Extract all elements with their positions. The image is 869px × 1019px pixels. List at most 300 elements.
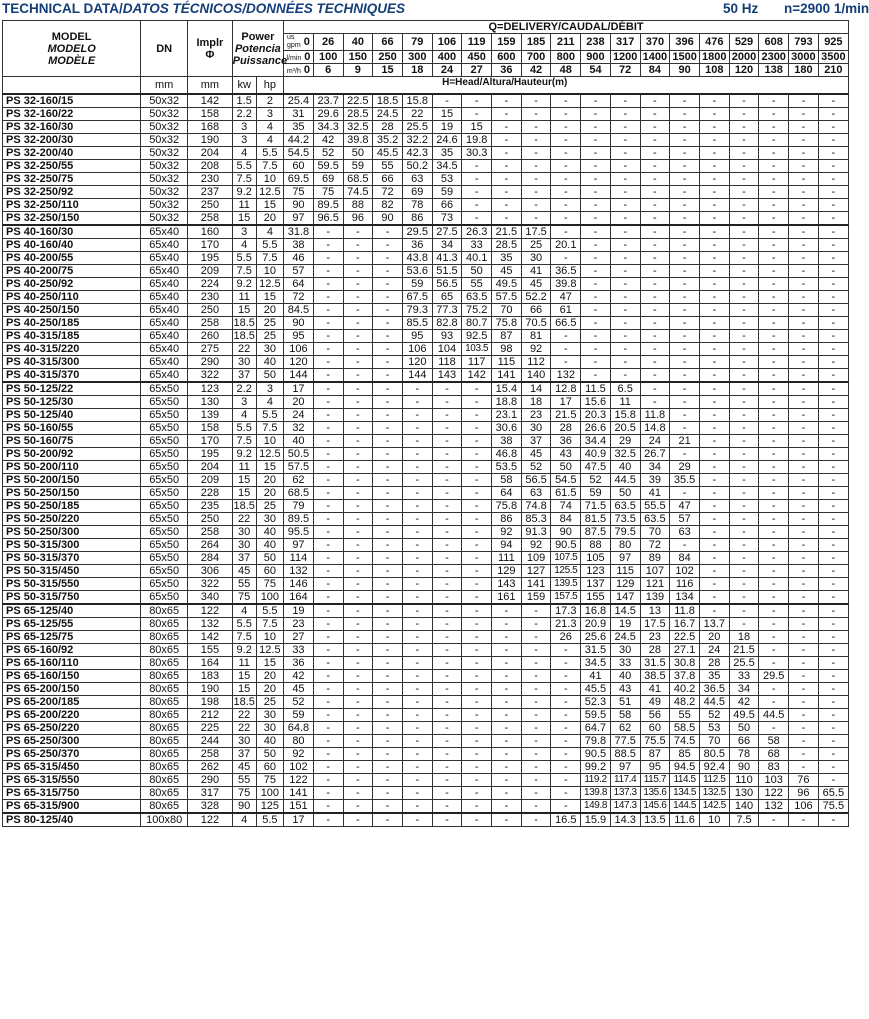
head-cell: 143	[492, 578, 522, 591]
head-cell: 140	[521, 369, 551, 383]
kw-cell: 37	[232, 748, 256, 761]
head-cell: -	[610, 94, 640, 108]
head-cell: -	[492, 644, 522, 657]
head-cell: -	[492, 604, 522, 618]
head-cell: -	[699, 604, 729, 618]
head-cell: 21.3	[551, 618, 581, 631]
head-cell: -	[462, 487, 492, 500]
head-cell: -	[521, 147, 551, 160]
head-cell: 11	[610, 396, 640, 409]
lmin-unit: l/min	[286, 55, 302, 62]
head-cell: -	[462, 539, 492, 552]
head-cell: 16.5	[551, 813, 581, 827]
head-cell: 142.5	[699, 800, 729, 814]
head-cell: 34	[729, 683, 759, 696]
head-cell: 14.8	[640, 422, 670, 435]
lmin-value-8: 700	[521, 51, 551, 64]
head-cell: -	[551, 670, 581, 683]
head-cell: 17	[284, 813, 314, 827]
table-row	[3, 631, 849, 644]
head-cell: -	[699, 186, 729, 199]
head-cell: 66	[432, 199, 462, 212]
head-cell: 18.5	[373, 94, 403, 108]
head-cell: -	[818, 239, 848, 252]
head-cell: 73	[432, 212, 462, 226]
head-cell: -	[729, 526, 759, 539]
table-row	[3, 317, 849, 330]
head-cell: -	[551, 108, 581, 121]
head-cell: 38	[284, 239, 314, 252]
head-cell: -	[818, 670, 848, 683]
head-cell: 39.8	[343, 134, 373, 147]
head-cell: 45	[284, 683, 314, 696]
dn-cell: 80x65	[141, 618, 188, 631]
impeller-cell: 322	[188, 578, 233, 591]
head-cell: -	[640, 173, 670, 186]
head-cell: 127	[521, 565, 551, 578]
head-cell: -	[670, 317, 700, 330]
head-cell: 29.5	[759, 670, 789, 683]
head-cell: 15.8	[610, 409, 640, 422]
head-cell: -	[492, 160, 522, 173]
head-cell: 42	[729, 696, 759, 709]
hp-cell: 10	[256, 435, 283, 448]
head-cell: 75	[284, 186, 314, 199]
head-cell: -	[789, 487, 819, 500]
m3h-unit: m³/h	[286, 68, 301, 75]
usgpm-value-0: 0	[303, 35, 310, 48]
kw-cell: 55	[232, 578, 256, 591]
head-cell: -	[343, 774, 373, 787]
head-cell: 30	[610, 644, 640, 657]
head-cell: 39	[640, 474, 670, 487]
power-header	[232, 21, 288, 77]
head-cell: -	[373, 369, 403, 383]
usgpm-unit	[287, 34, 301, 50]
head-cell: -	[610, 199, 640, 212]
kw-cell: 22	[232, 722, 256, 735]
head-cell: -	[521, 134, 551, 147]
speed-label: n=2900 1/min	[784, 1, 869, 16]
model-cell: PS 50-315/370	[3, 552, 141, 565]
head-cell: 86	[402, 212, 432, 226]
head-cell: 129	[492, 565, 522, 578]
model-header	[3, 21, 141, 77]
head-cell: -	[521, 618, 551, 631]
dn-cell: 65x50	[141, 461, 188, 474]
m3h-value-4: 18	[402, 64, 432, 77]
head-cell: -	[789, 108, 819, 121]
hp-cell: 20	[256, 487, 283, 500]
head-cell: -	[789, 134, 819, 147]
hp-cell: 4	[256, 134, 283, 147]
head-cell: 111	[492, 552, 522, 565]
head-cell: -	[313, 800, 343, 814]
head-cell: -	[699, 330, 729, 343]
impeller-cell: 258	[188, 748, 233, 761]
head-cell: -	[729, 173, 759, 186]
head-cell: 45	[492, 265, 522, 278]
head-cell: 33	[462, 239, 492, 252]
power-header-en: Power	[241, 30, 275, 43]
dn-cell: 50x32	[141, 108, 188, 121]
head-cell: 125.5	[551, 565, 581, 578]
head-cell: 120	[402, 356, 432, 369]
lmin-value-10: 900	[581, 51, 611, 64]
dn-cell: 65x40	[141, 356, 188, 369]
hp-cell: 50	[256, 552, 283, 565]
head-cell: -	[313, 474, 343, 487]
head-cell: 36.5	[551, 265, 581, 278]
kw-cell: 4	[232, 409, 256, 422]
kw-cell: 22	[232, 513, 256, 526]
head-cell: -	[818, 317, 848, 330]
head-cell: -	[818, 252, 848, 265]
head-cell: -	[640, 317, 670, 330]
head-cell: -	[610, 317, 640, 330]
head-cell: -	[670, 422, 700, 435]
head-cell: -	[521, 800, 551, 814]
impeller-cell: 328	[188, 800, 233, 814]
head-cell: -	[759, 604, 789, 618]
head-cell: 83	[759, 761, 789, 774]
hp-cell: 60	[256, 761, 283, 774]
head-cell: 34.5	[432, 160, 462, 173]
usgpm-value-6: 119	[462, 34, 492, 51]
head-cell: -	[462, 474, 492, 487]
head-cell: -	[343, 304, 373, 317]
head-cell: -	[759, 539, 789, 552]
head-cell: -	[818, 644, 848, 657]
head-cell: -	[432, 657, 462, 670]
head-cell: -	[313, 304, 343, 317]
table-row	[3, 121, 849, 134]
head-cell: -	[729, 252, 759, 265]
head-cell: -	[462, 500, 492, 513]
head-cell: 28	[640, 644, 670, 657]
head-cell: -	[610, 304, 640, 317]
head-cell: -	[432, 748, 462, 761]
head-cell: -	[670, 134, 700, 147]
hp-cell: 5.5	[256, 604, 283, 618]
head-cell: 92	[521, 343, 551, 356]
head-cell: -	[432, 604, 462, 618]
head-cell: -	[789, 121, 819, 134]
kw-cell: 3	[232, 134, 256, 147]
head-cell: -	[818, 396, 848, 409]
head-cell: -	[759, 134, 789, 147]
head-cell: -	[818, 343, 848, 356]
head-cell: -	[818, 369, 848, 383]
head-cell: -	[402, 774, 432, 787]
head-cell: -	[343, 748, 373, 761]
head-cell: -	[789, 709, 819, 722]
head-cell: 29.6	[313, 108, 343, 121]
head-cell: 79	[284, 500, 314, 513]
head-cell: -	[402, 448, 432, 461]
head-cell: 16.8	[581, 604, 611, 618]
head-cell: 32.5	[610, 448, 640, 461]
head-cell: 143	[432, 369, 462, 383]
head-cell: -	[373, 265, 403, 278]
kw-cell: 15	[232, 487, 256, 500]
m3h-value-7: 36	[492, 64, 522, 77]
head-cell: -	[789, 657, 819, 670]
head-cell: -	[551, 94, 581, 108]
kw-cell: 45	[232, 565, 256, 578]
head-cell: -	[492, 108, 522, 121]
head-cell: 36	[551, 435, 581, 448]
head-cell: -	[551, 774, 581, 787]
head-cell: 50	[462, 265, 492, 278]
head-cell: -	[402, 657, 432, 670]
impeller-cell: 123	[188, 382, 233, 396]
head-cell: -	[789, 735, 819, 748]
hp-cell: 3	[256, 108, 283, 121]
head-cell: 20.3	[581, 409, 611, 422]
head-cell: 82.8	[432, 317, 462, 330]
head-cell: -	[313, 448, 343, 461]
head-cell: 63	[402, 173, 432, 186]
head-cell: 54.5	[551, 474, 581, 487]
head-cell: -	[521, 160, 551, 173]
head-cell: -	[462, 565, 492, 578]
head-cell: -	[610, 134, 640, 147]
head-cell: -	[373, 278, 403, 291]
head-cell: -	[492, 173, 522, 186]
head-cell: -	[610, 225, 640, 239]
head-cell: 112.5	[699, 774, 729, 787]
head-cell: -	[789, 94, 819, 108]
head-cell: -	[343, 409, 373, 422]
impeller-cell: 190	[188, 134, 233, 147]
head-cell: 52	[581, 474, 611, 487]
head-cell: -	[313, 683, 343, 696]
dn-cell: 80x65	[141, 657, 188, 670]
lmin-value-7: 600	[492, 51, 522, 64]
table-row	[3, 761, 849, 774]
head-cell: -	[373, 239, 403, 252]
head-cell: 12.8	[551, 382, 581, 396]
table-row	[3, 108, 849, 121]
head-cell: -	[551, 330, 581, 343]
usgpm-unit-gpm: gpm	[287, 42, 301, 49]
usgpm-value-7: 159	[492, 34, 522, 51]
head-cell: 28.5	[343, 108, 373, 121]
head-cell: 24	[699, 644, 729, 657]
head-cell: 63.5	[462, 291, 492, 304]
head-cell: 25.5	[402, 121, 432, 134]
table-row	[3, 409, 849, 422]
head-cell: 57.5	[284, 461, 314, 474]
head-cell: -	[551, 761, 581, 774]
head-cell: -	[789, 265, 819, 278]
head-cell: 46	[284, 252, 314, 265]
lmin-value-17: 3000	[789, 51, 819, 64]
impeller-cell: 142	[188, 94, 233, 108]
head-cell: 54.5	[284, 147, 314, 160]
head-cell: 97	[284, 212, 314, 226]
head-cell: 23	[284, 618, 314, 631]
head-cell: -	[343, 474, 373, 487]
kw-cell: 2.2	[232, 108, 256, 121]
head-cell: 42	[313, 134, 343, 147]
head-cell: -	[610, 108, 640, 121]
title-bar	[0, 0, 869, 18]
head-cell: -	[670, 160, 700, 173]
head-cell: -	[640, 186, 670, 199]
head-cell: 59	[581, 487, 611, 500]
impeller-cell: 204	[188, 461, 233, 474]
head-cell: -	[343, 631, 373, 644]
head-cell: -	[521, 696, 551, 709]
head-cell: 77.5	[610, 735, 640, 748]
head-cell: -	[462, 735, 492, 748]
head-cell: 89	[640, 552, 670, 565]
head-cell: 147.3	[610, 800, 640, 814]
head-cell: -	[313, 382, 343, 396]
head-cell: -	[402, 748, 432, 761]
impeller-header-symbol: Φ	[205, 48, 215, 61]
table-row	[3, 800, 849, 814]
head-cell: -	[343, 225, 373, 239]
head-cell: -	[432, 513, 462, 526]
kw-cell: 11	[232, 199, 256, 212]
hp-cell: 25	[256, 330, 283, 343]
head-cell: 145.6	[640, 800, 670, 814]
lmin-value-11: 1200	[610, 51, 640, 64]
head-cell: 75	[313, 186, 343, 199]
impeller-cell: 264	[188, 539, 233, 552]
head-cell: -	[610, 121, 640, 134]
head-cell: -	[729, 317, 759, 330]
hp-cell: 20	[256, 670, 283, 683]
head-cell: 103	[759, 774, 789, 787]
head-cell: 87.5	[581, 526, 611, 539]
head-cell: -	[432, 591, 462, 605]
lmin-value-6: 450	[462, 51, 492, 64]
dn-cell: 65x50	[141, 409, 188, 422]
head-cell: 40.2	[670, 683, 700, 696]
head-cell: -	[670, 239, 700, 252]
head-cell: -	[670, 539, 700, 552]
head-cell: 90	[284, 199, 314, 212]
model-cell: PS 32-250/55	[3, 160, 141, 173]
head-cell: -	[373, 252, 403, 265]
head-cell: 19	[610, 618, 640, 631]
head-cell: 58	[492, 474, 522, 487]
head-cell: -	[492, 657, 522, 670]
table-row	[3, 539, 849, 552]
head-cell: 115	[610, 565, 640, 578]
lmin-value-14: 1800	[699, 51, 729, 64]
head-cell: -	[462, 552, 492, 565]
table-row	[3, 343, 849, 356]
model-cell: PS 32-250/110	[3, 199, 141, 212]
head-cell: -	[551, 657, 581, 670]
head-cell: 75.2	[462, 304, 492, 317]
head-cell: -	[581, 225, 611, 239]
dn-cell: 80x65	[141, 748, 188, 761]
impeller-cell: 209	[188, 265, 233, 278]
head-cell: -	[789, 396, 819, 409]
dn-cell: 80x65	[141, 644, 188, 657]
head-cell: -	[551, 212, 581, 226]
head-cell: 23.7	[313, 94, 343, 108]
lmin-cell	[284, 51, 314, 64]
head-cell: -	[521, 657, 551, 670]
head-cell: 92.4	[699, 761, 729, 774]
head-cell: -	[818, 382, 848, 396]
head-cell: 58	[610, 709, 640, 722]
head-cell: -	[759, 657, 789, 670]
head-cell: -	[373, 644, 403, 657]
head-cell: -	[432, 670, 462, 683]
head-cell: -	[373, 618, 403, 631]
head-cell: -	[313, 670, 343, 683]
head-cell: 47	[551, 291, 581, 304]
head-cell: 24	[284, 409, 314, 422]
head-cell: -	[759, 722, 789, 735]
head-cell: -	[343, 735, 373, 748]
head-cell: -	[699, 369, 729, 383]
head-cell: -	[699, 461, 729, 474]
head-cell: -	[670, 356, 700, 369]
head-cell: -	[492, 147, 522, 160]
head-cell: -	[432, 787, 462, 800]
hp-cell: 30	[256, 343, 283, 356]
head-cell: -	[462, 160, 492, 173]
head-cell: -	[521, 722, 551, 735]
head-cell: -	[789, 461, 819, 474]
dn-cell: 65x50	[141, 422, 188, 435]
head-cell: -	[759, 644, 789, 657]
head-cell: 49.5	[729, 709, 759, 722]
head-cell: 69	[313, 173, 343, 186]
head-cell: 15.8	[402, 94, 432, 108]
head-cell: 49.5	[492, 278, 522, 291]
head-cell: -	[729, 278, 759, 291]
head-cell: 17	[284, 382, 314, 396]
head-cell: -	[343, 396, 373, 409]
head-cell: -	[373, 474, 403, 487]
head-cell: -	[789, 278, 819, 291]
dn-cell: 65x40	[141, 369, 188, 383]
head-cell: 61	[551, 304, 581, 317]
head-cell: 76	[789, 774, 819, 787]
kw-cell: 3	[232, 121, 256, 134]
head-cell: -	[699, 409, 729, 422]
head-cell: 68.5	[284, 487, 314, 500]
table-row	[3, 265, 849, 278]
impeller-cell: 168	[188, 121, 233, 134]
head-cell: 77.3	[432, 304, 462, 317]
model-cell: PS 40-160/30	[3, 225, 141, 239]
head-cell: 78	[729, 748, 759, 761]
head-cell: -	[551, 722, 581, 735]
head-cell: 21.5	[729, 644, 759, 657]
head-cell: -	[432, 94, 462, 108]
model-cell: PS 65-315/750	[3, 787, 141, 800]
head-cell: -	[462, 761, 492, 774]
model-cell: PS 65-200/220	[3, 709, 141, 722]
head-cell: 52.3	[581, 696, 611, 709]
head-cell: 112	[521, 356, 551, 369]
head-cell: -	[818, 748, 848, 761]
head-cell: -	[640, 291, 670, 304]
head-cell: 106	[789, 800, 819, 814]
head-cell: -	[699, 239, 729, 252]
